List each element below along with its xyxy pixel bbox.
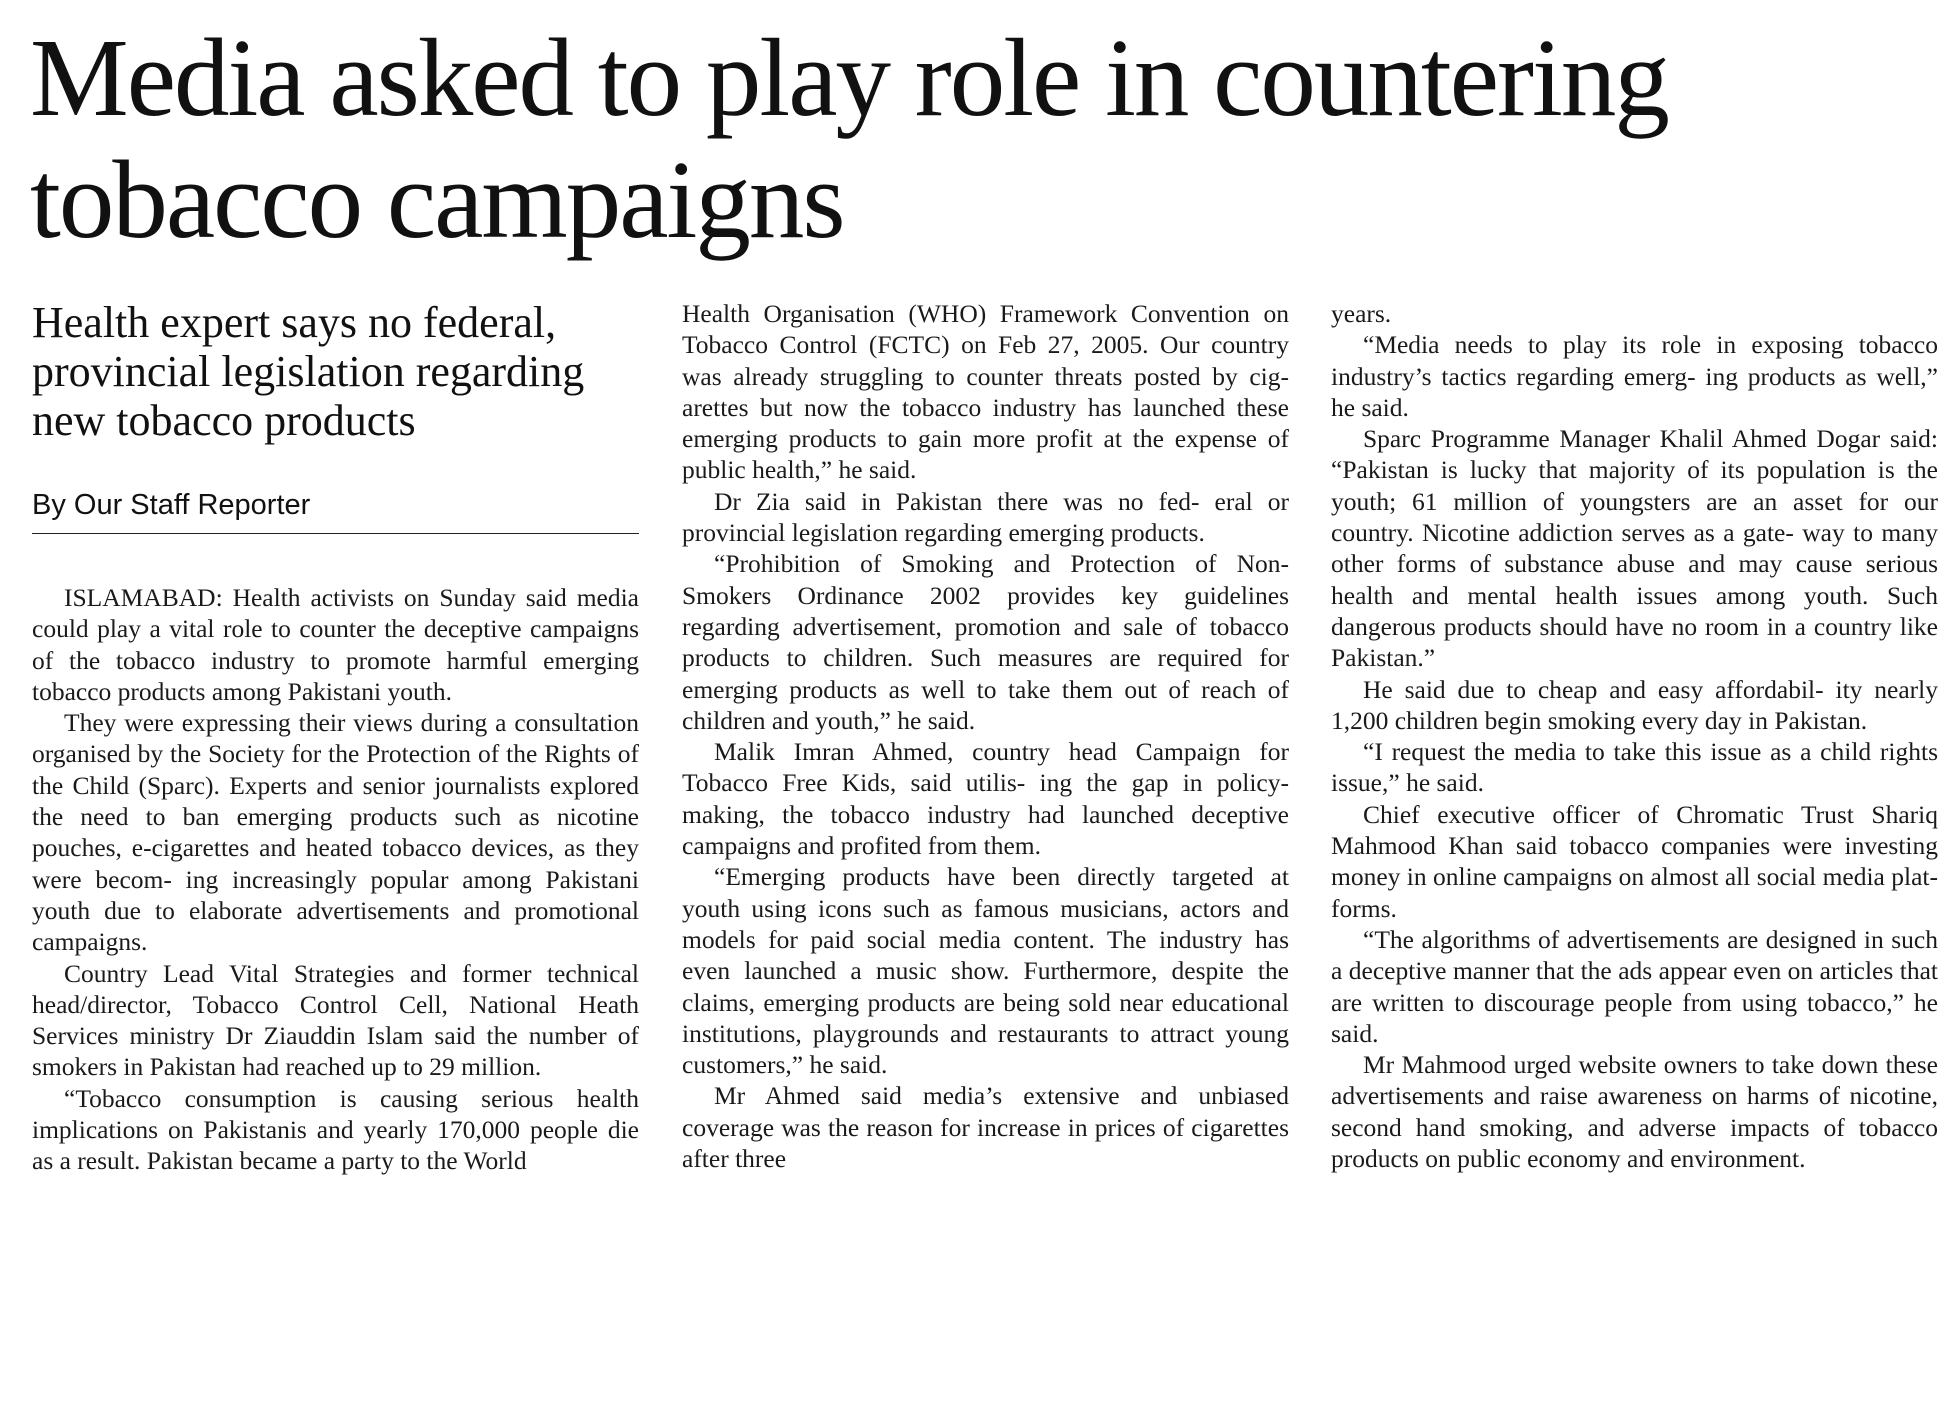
paragraph: Country Lead Vital Strategies and former technical head/director, Tobacco Control Cell, National Heath Services ministry Dr Ziauddin Islam said the number of smokers in Pakistan had reached up to 29 million.: [32, 958, 639, 1082]
article-column-3: [1331, 298, 1938, 1174]
paragraph: Chief executive officer of Chromatic Trust Shariq Mahmood Khan said tobacco companies were investing money in online campaigns on almost all social media plat- forms.: [1331, 799, 1938, 923]
paragraph: “Tobacco consumption is causing serious health implications on Pakistanis and yearly 170,000 people die as a result. Pakistan became a party to the World: [32, 1083, 639, 1176]
paragraph: Dr Zia said in Pakistan there was no fed- eral or provincial legislation regarding emerging products.: [682, 486, 1289, 548]
paragraph: Sparc Programme Manager Khalil Ahmed Dogar said: “Pakistan is lucky that majority of its population is the youth; 61 million of youngsters are an asset for our country. Nicotine addiction serves as a gate- way to many other forms of substance abuse and may cause serious health and mental health issues among youth. Such dangerous products should have no room in a country like Pakistan.”: [1331, 424, 1938, 673]
paragraph: “Emerging products have been directly targeted at youth using icons such as famous musicians, actors and models for paid social media content. The industry has even launched a music show. Furthermore, despite the claims, emerging products are being sold near educational institutions, playgrounds and restaurants to attract young customers,” he said.: [682, 862, 1289, 1080]
byline: By Our Staff Reporter: [32, 487, 639, 534]
paragraph: Malik Imran Ahmed, country head Campaign for Tobacco Free Kids, said utilis- ing the gap in policy-making, the tobacco industry had launched deceptive campaigns and profited from them.: [682, 737, 1289, 861]
subheadline: Health expert says no federal, provincial legislation regarding new tobacco products: [32, 298, 585, 445]
paragraph: Mr Ahmed said media’s extensive and unbiased coverage was the reason for increase in prices of cigarettes after three: [682, 1081, 1289, 1174]
headline: Media asked to play role in countering tobacco campaigns: [30, 17, 1668, 262]
paragraph: Health Organisation (WHO) Framework Convention on Tobacco Control (FCTC) on Feb 27, 2005. Our country was already struggling to counter threats posted by cig- arettes but now the tobacco industry has launched these emerging products to gain more profit at the expense of public health,” he said.: [682, 299, 1289, 485]
paragraph: years.: [1331, 299, 1392, 328]
paragraph: He said due to cheap and easy affordabil- ity nearly 1,200 children begin smoking every day in Pakistan.: [1331, 674, 1938, 735]
article-column-1: [32, 298, 639, 1177]
paragraph: “The algorithms of advertisements are designed in such a deceptive manner that the ads appear even on articles that are written to discourage people from using tobacco,” he said.: [1331, 924, 1938, 1048]
paragraph: They were expressing their views during a consultation organised by the Society for the Protection of the Rights of the Child (Sparc). Experts and senior journalists explored the need to ban emerging products such as nicotine pouches, e-cigarettes and heated tobacco devices, as they were becom- ing increasingly popular among Pakistani youth due to elaborate advertisements and promotional campaigns.: [32, 708, 639, 957]
paragraph: “Media needs to play its role in exposing tobacco industry’s tactics regarding emerg- ing products as well,” he said.: [1331, 330, 1938, 422]
paragraph: “Prohibition of Smoking and Protection of Non-Smokers Ordinance 2002 provides key guidelines regarding advertisement, promotion and sale of tobacco products to children. Such measures are required for emerging products as well to take them out of reach of children and youth,” he said.: [682, 549, 1289, 735]
paragraph: ISLAMABAD: Health activists on Sunday said media could play a vital role to counter the deceptive campaigns of the tobacco industry to promote harmful emerging tobacco products among Pakistani youth.: [32, 583, 639, 706]
paragraph: Mr Mahmood urged website owners to take down these advertisements and raise awareness on harms of nicotine, second hand smoking, and adverse impacts of tobacco products on public economy and environment.: [1331, 1050, 1938, 1174]
article-column-2: [682, 298, 1289, 1174]
column-1-body: [32, 582, 639, 1177]
paragraph: “I request the media to take this issue as a child rights issue,” he said.: [1331, 737, 1938, 798]
